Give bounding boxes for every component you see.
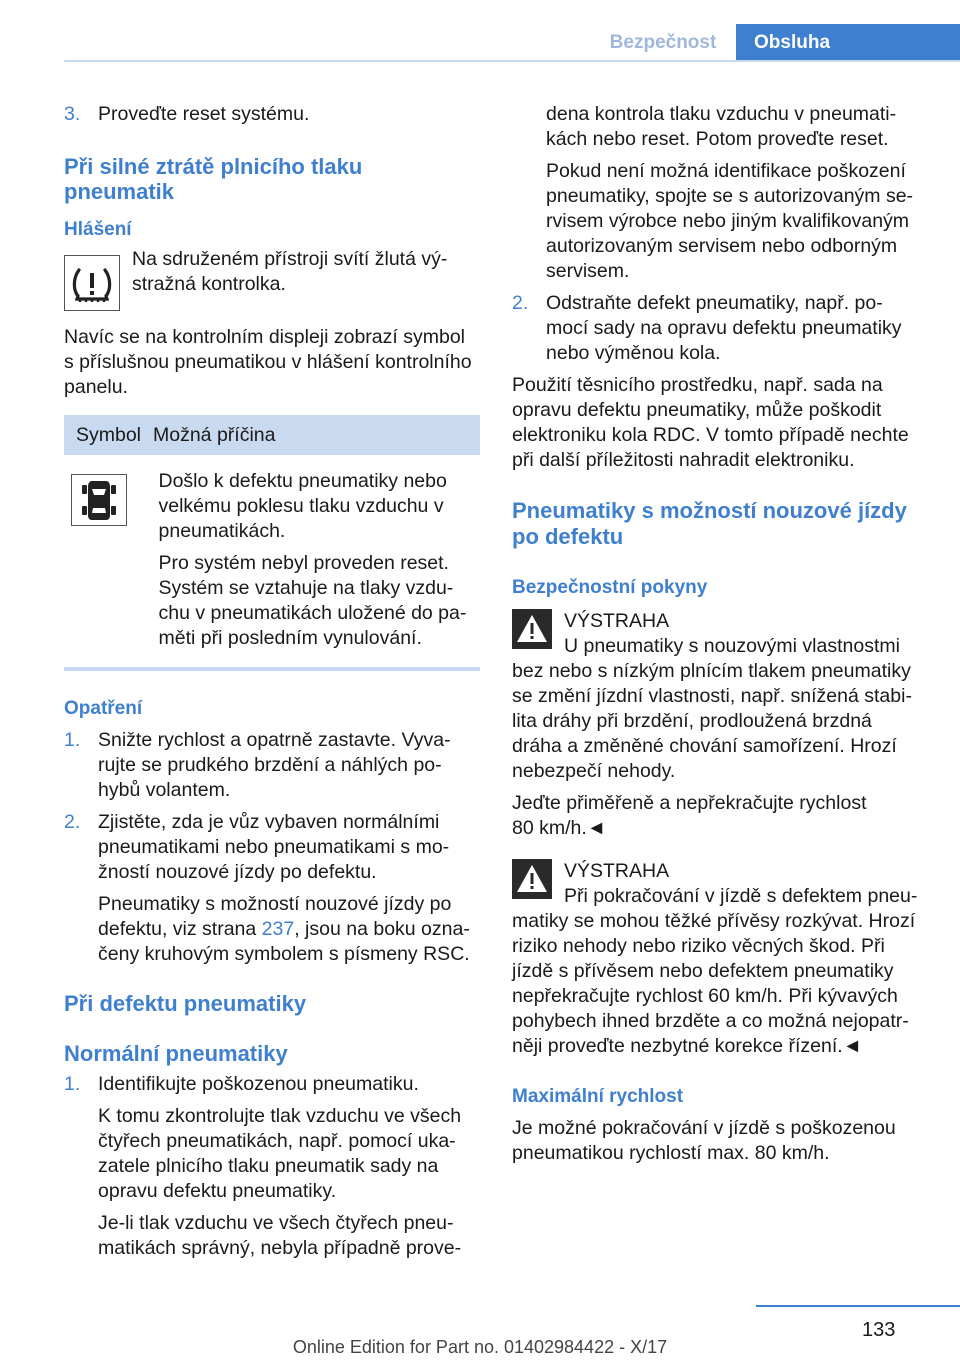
heading-run-flat-tires: Pneumatiky s možností nouzové jízdy po defektu	[512, 498, 907, 549]
heading-tire-defect: Při defektu pneumatiky	[64, 991, 307, 1016]
tire-pressure-warning-icon	[64, 255, 120, 311]
continuation-text: dena kontrola tlaku vzduchu v pneumati- kách nebo reset. Potom proveďte reset. Pokud není možná identifikace poškození pneumatiky, spojte se s autorizovaným se- rvisem výrobce nebo jiným kvalifikovaným autorizovaným servisem nebo odborným servisem.	[546, 103, 914, 282]
warning-triangle-icon	[512, 609, 552, 649]
right-column	[512, 102, 922, 1166]
step-text: Proveďte reset systému.	[98, 103, 310, 125]
table-row	[64, 455, 480, 651]
heading-max-speed: Maximální rychlost	[512, 1086, 684, 1107]
sealant-paragraph: Použití těsnicího prostředku, např. sada na opravu defektu pneumatiky, může poškodit elektroniku kola RDC. V tomto případě nechte při další příležitosti nahradit elektroniku.	[512, 374, 909, 471]
cause-table	[64, 415, 480, 671]
car-tires-icon	[71, 474, 127, 526]
header-rule	[64, 60, 960, 62]
table-header-symbol: Symbol	[75, 424, 142, 446]
warning-title: VÝSTRAHA	[564, 610, 670, 632]
measure-1: 1. Snižte rychlost a opatrně zastavte. Vyva- rujte se prudkého brzdění a náhlých po- hybů volantem.	[64, 729, 451, 801]
left-column	[64, 102, 480, 1261]
heading-safety-notes: Bezpečnostní pokyny	[512, 577, 708, 598]
footer-rule	[756, 1305, 960, 1307]
header-section-label: Bezpečnost	[609, 32, 717, 53]
warning-triangle-icon	[512, 859, 552, 899]
step-3	[64, 102, 480, 127]
warning-title: VÝSTRAHA	[564, 860, 670, 882]
normal-step-1: 1. Identifikujte poškozenou pneumatiku. K tomu zkontrolujte tlak vzduchu ve všech čtyřech pneumatikách, např. pomocí uka- zatele plnicího tlaku pneumatik sady na opravu defektu pneumatiky. Je-li tlak vzduchu ve všech čtyřech pneu- matikách správný, nebyla případně prove-	[64, 1073, 462, 1259]
table-bottom-rule	[64, 667, 480, 671]
table-header	[64, 415, 480, 455]
heading-measures: Opatření	[64, 698, 143, 719]
heading-message: Hlášení	[64, 219, 132, 240]
message-block	[64, 247, 480, 311]
header-chapter-tab: Obsluha	[736, 24, 960, 62]
page-link-237[interactable]: 237	[261, 918, 295, 940]
heading-normal-tires: Normální pneumatiky	[64, 1041, 288, 1066]
warning-1: VÝSTRAHA U pneumatiky s nouzovými vlastnostmi bez nebo s nízkým plnícím tlakem pneumatiky se změní jízdní vlastnosti, např. snížená stabi- lita dráhy při brzdění, prodloužená brzdná dráha a změněné chování samořízení. Hrozí nebezpečí nehody. Jeďte přiměřeně a nepřekračujte rychlost 80 km/h.◄	[512, 610, 912, 839]
measure-2: 2. Zjistěte, zda je vůz vybaven normálními pneumatikami nebo pneumatikami s mo- žností nouzové jízdy po defektu. Pneumatiky s možností nouzové jízdy po defektu, viz strana 237, jsou na boku ozna- čeny kruhovým symbolem s písmeny RSC.	[64, 811, 470, 965]
table-header-cause: Možná příčina	[153, 424, 276, 446]
heading-severe-pressure-loss: Při silné ztrátě plnicího tlaku pneumatik	[64, 154, 363, 204]
max-speed-text: Je možné pokračování v jízdě s poškozenou pneumatikou rychlostí max. 80 km/h.	[512, 1117, 896, 1164]
table-cause-text: Došlo k defektu pneumatiky nebo velkému poklesu tlaku vzduchu v pneumatikách. Pro systém nebyl proveden reset. Systém se vztahuje na tlaky vzdu- chu v pneumatikách uložené do pa- měti při posledním vynulování.	[158, 470, 467, 649]
normal-step-2: 2. Odstraňte defekt pneumatiky, např. po- mocí sady na opravu defektu pneumatiky nebo výměnou kola.	[512, 292, 902, 364]
step-number: 3.	[64, 103, 81, 125]
display-paragraph: Navíc se na kontrolním displeji zobrazí symbol s příslušnou pneumatikou v hlášení kontrolního panelu.	[64, 326, 472, 398]
edition-note: Online Edition for Part no. 01402984422 - X/17	[292, 1337, 668, 1357]
message-text: Na sdruženém přístroji svítí žlutá vý- stražná kontrolka.	[132, 248, 448, 295]
page-number: 133	[862, 1319, 896, 1341]
warning-2: VÝSTRAHA Při pokračování v jízdě s defektem pneu- matiky se mohou těžké přívěsy rozkývat. Hrozí riziko nehody nebo riziko věcných škod. Při jízdě s přívěsem nebo defektem pneumatiky nepřekračujte rychlost 60 km/h. Při kývavých pohybech ihned brzděte a co možná nejopatr- něji proveďte nezbytné korekce řízení.◄	[512, 860, 918, 1057]
